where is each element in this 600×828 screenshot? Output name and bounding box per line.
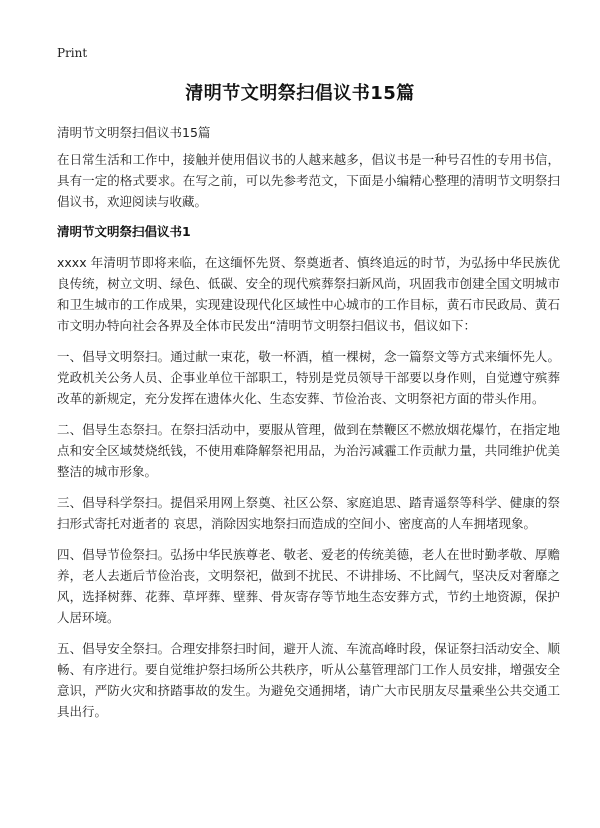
print-link[interactable]: Print bbox=[57, 46, 88, 60]
document-body bbox=[57, 149, 560, 732]
body-paragraph-5: 四、倡导节俭祭扫。弘扬中华民族尊老、敬老、爱老的传统美德，老人在世时勤孝敬、厚赡养，老人去逝后节俭治丧，文明祭祀，做到不扰民、不讲排场、不比阔气，坚决反对奢靡之风，选择树葬、花葬、草坪葬、壁葬、骨灰寄存等节地生态安葬方式，节约土地资源，保护人居环境。 bbox=[57, 547, 560, 625]
intro-paragraph: 在日常生活和工作中，接触并使用倡议书的人越来越多，倡议书是一种号召性的专用书信，具有一定的格式要求。在写之前，可以先参考范文，下面是小编精心整理的清明节文明祭扫倡议书，欢迎阅读与收藏。 bbox=[57, 152, 560, 209]
body-paragraph-6: 五、倡导安全祭扫。合理安排祭扫时间，避开人流、车流高峰时段，保证祭扫活动安全、顺畅、有序进行。要自觉维护祭扫场所公共秩序，听从公墓管理部门工作人员安排，增强安全意识，严防火灾和挤踏事故的发生。为避免交通拥堵，请广大市民朋友尽量乘坐公共交通工具出行。 bbox=[57, 641, 560, 719]
body-paragraph-1: xxxx 年清明节即将来临，在这缅怀先贤、祭奠逝者、慎终追远的时节，为弘扬中华民族优良传统，树立文明、绿色、低碳、安全的现代殡葬祭扫新风尚，巩固我市创建全国文明城市和卫生城市的工作成果，实现建设现代化区域性中心城市的工作目标，黄石市民政局、黄石市文明办特向社会各界及全体市民发出“清明节文明祭扫倡议书，倡议如下： bbox=[57, 255, 560, 333]
body-paragraph-2: 一、倡导文明祭扫。通过献一束花，敬一杯酒，植一棵树，念一篇祭文等方式来缅怀先人。党政机关公务人员、企事业单位干部职工，特别是党员领导干部要以身作则，自觉遵守殡葬改革的新规定，充分发挥在遗体火化、生态安葬、节俭治丧、文明祭祀方面的带头作用。 bbox=[57, 349, 560, 406]
section-heading: 清明节文明祭扫倡议书1 bbox=[57, 224, 191, 239]
body-paragraph-3: 二、倡导生态祭扫。在祭扫活动中，要服从管理，做到在禁鞭区不燃放烟花爆竹，在指定地点和安全区域焚烧纸钱，不使用难降解祭祀用品，为治污减霾工作贡献力量，共同维护优美整洁的城市形象。 bbox=[57, 422, 560, 479]
body-paragraph-4: 三、倡导科学祭扫。提倡采用网上祭奠、社区公祭、家庭追思、踏青遥祭等科学、健康的祭扫形式寄托对逝者的 哀思，消除因实地祭扫而造成的空间小、密度高的人车拥堵现象。 bbox=[57, 495, 560, 531]
document-title: 清明节文明祭扫倡议书15篇 bbox=[185, 83, 415, 104]
document-subtitle: 清明节文明祭扫倡议书15篇 bbox=[57, 125, 211, 140]
